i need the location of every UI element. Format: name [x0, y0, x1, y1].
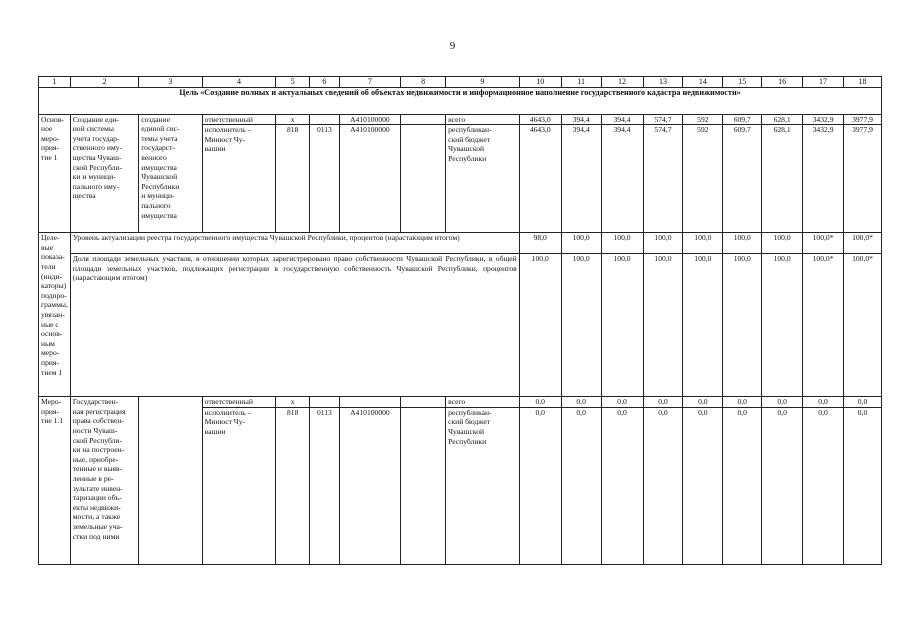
col-header: 11 — [561, 77, 601, 88]
code-target: А410100000 — [339, 407, 400, 564]
col-header: 5 — [276, 77, 310, 88]
value-cell: 394,4 — [601, 125, 643, 233]
value-cell: 100,0 — [561, 233, 601, 254]
value-cell: 0,0 — [643, 397, 683, 408]
value-cell: 0,0 — [723, 407, 762, 564]
col-header: 6 — [310, 77, 340, 88]
code-type — [401, 114, 446, 125]
col-header: 8 — [401, 77, 446, 88]
value-cell: 100,0 — [561, 254, 601, 397]
indicator-text: Доля площади земельных участков, в отношении которых зарегистрировано право собственности Чувашской Республики, в общей площади земельных участков, подлежащих регистрации в государственную собственность Чувашской Республики, процентов (нарастающим итогом) — [70, 254, 519, 397]
value-cell: 100,0 — [762, 254, 803, 397]
value-cell: 0,0 — [723, 397, 762, 408]
code-section: 0113 — [310, 125, 340, 233]
value-cell: 0,0 — [561, 397, 601, 408]
value-cell: 592 — [683, 114, 723, 125]
value-cell: 100,0 — [762, 233, 803, 254]
value-cell: 0,0 — [844, 407, 882, 564]
col-header: 16 — [762, 77, 803, 88]
code-type — [401, 125, 446, 233]
value-cell: 394,4 — [601, 114, 643, 125]
code-section: 0113 — [310, 407, 340, 564]
value-cell: 100,0 — [519, 254, 561, 397]
col-header: 18 — [844, 77, 882, 88]
col-header: 1 — [39, 77, 71, 88]
value-cell: 100,0* — [844, 254, 882, 397]
value-cell: 100,0 — [683, 254, 723, 397]
value-cell: 0,0 — [519, 397, 561, 408]
col-header: 17 — [803, 77, 844, 88]
column-number-row — [39, 77, 882, 88]
indicators-label: Целе- вые показа- тели (инди- каторы) подпро- граммы, увязан- ные с основ- ным меро- прия- тием 1 — [39, 233, 71, 397]
value-cell: 609,7 — [723, 125, 762, 233]
responsible-executor: исполнитель – Минюст Чу- вашии — [202, 125, 276, 233]
main-event-task: создание единой сис- темы учета государст- венного имущества Чувашской Республики и муници- пального имущества — [139, 114, 202, 233]
col-header: 14 — [683, 77, 723, 88]
value-cell: 0,0 — [643, 407, 683, 564]
value-cell: 394,4 — [561, 114, 601, 125]
value-cell: 4643,0 — [519, 125, 561, 233]
value-cell: 98,0 — [519, 233, 561, 254]
value-cell: 0,0 — [762, 397, 803, 408]
funding-source: республикан- ский бюджет Чувашской Республики — [446, 407, 520, 564]
main-event-row-total — [39, 114, 882, 125]
col-header: 7 — [339, 77, 400, 88]
indicator-text: Уровень актуализации реестра государственного имущества Чувашской Республики, процентов (нарастающим итогом) — [70, 233, 519, 254]
value-cell: 0,0 — [683, 397, 723, 408]
value-cell: 100,0 — [601, 233, 643, 254]
value-cell: 3432,9 — [803, 125, 844, 233]
col-header: 15 — [723, 77, 762, 88]
col-header: 10 — [519, 77, 561, 88]
main-event-name: Создание еди- ной системы учета государ- ственного иму- щества Чуваш- ской Республи- ки и муници- пального иму- щества — [70, 114, 139, 233]
code-target: А410100000 — [339, 125, 400, 233]
code-target: А410100000 — [339, 114, 400, 125]
value-cell: 0,0 — [601, 397, 643, 408]
value-cell: 0,0 — [803, 407, 844, 564]
code-type — [401, 397, 446, 408]
col-header: 3 — [139, 77, 202, 88]
value-cell: 592 — [683, 125, 723, 233]
value-cell: 0,0 — [762, 407, 803, 564]
value-cell: 3432,9 — [803, 114, 844, 125]
code-grbs: x — [276, 114, 310, 125]
value-cell: 100,0* — [803, 254, 844, 397]
value-cell: 628,1 — [762, 125, 803, 233]
value-cell: 100,0 — [683, 233, 723, 254]
code-type — [401, 407, 446, 564]
funding-source: республикан- ский бюджет Чувашской Республики — [446, 125, 520, 233]
col-header: 12 — [601, 77, 643, 88]
value-cell: 609,7 — [723, 114, 762, 125]
value-cell: 0,0 — [519, 407, 561, 564]
value-cell: 574,7 — [643, 114, 683, 125]
page-number: 9 — [449, 40, 456, 52]
value-cell: 100,0* — [844, 233, 882, 254]
value-cell: 0,0 — [683, 407, 723, 564]
responsible-executor: исполнитель – Минюст Чу- вашии — [202, 407, 276, 564]
col-header: 13 — [643, 77, 683, 88]
value-cell: 628,1 — [762, 114, 803, 125]
value-cell: 0,0 — [803, 397, 844, 408]
sub-event-name: Государствен- ная регистрация права собствен- ности Чуваш- ской Республи- ки на построен- ные, приобре- тенные и выяв- ленные в ре- зультате инвен- таризации объ- екты недвижи- мости, а также земельные уча- стки под ними — [70, 397, 139, 565]
sub-event-label: Меро- прия- тие 1.1 — [39, 397, 71, 565]
budget-table — [38, 76, 882, 565]
value-cell: 100,0 — [723, 254, 762, 397]
funding-source: всего — [446, 114, 520, 125]
responsible-label: ответственный — [202, 114, 276, 125]
col-header: 2 — [70, 77, 139, 88]
goal-title: Цель «Создание полных и актуальных сведений об объектах недвижимости и информационное наполнение государственного кадастра недвижимости» — [39, 87, 882, 114]
value-cell: 100,0 — [643, 254, 683, 397]
value-cell: 100,0 — [643, 233, 683, 254]
value-cell: 3977,9 — [844, 125, 882, 233]
indicator-row — [39, 254, 882, 397]
code-grbs: 818 — [276, 407, 310, 564]
funding-source: всего — [446, 397, 520, 408]
value-cell: 100,0 — [601, 254, 643, 397]
value-cell: 100,0 — [723, 233, 762, 254]
value-cell: 3977,9 — [844, 114, 882, 125]
sub-event-task — [139, 397, 202, 565]
code-grbs: 818 — [276, 125, 310, 233]
value-cell: 100,0* — [803, 233, 844, 254]
indicator-row — [39, 233, 882, 254]
main-event-label: Основ- ное меро- прия- тие 1 — [39, 114, 71, 233]
value-cell: 394,4 — [561, 125, 601, 233]
code-section — [310, 114, 340, 125]
code-target — [339, 397, 400, 408]
value-cell: 0,0 — [844, 397, 882, 408]
code-section — [310, 397, 340, 408]
goal-row — [39, 87, 882, 114]
sub-event-row-total — [39, 397, 882, 408]
col-header: 4 — [202, 77, 276, 88]
value-cell: 4643,0 — [519, 114, 561, 125]
responsible-label: ответственный — [202, 397, 276, 408]
value-cell: 574,7 — [643, 125, 683, 233]
value-cell: 0,0 — [561, 407, 601, 564]
value-cell: 0,0 — [601, 407, 643, 564]
col-header: 9 — [446, 77, 520, 88]
code-grbs: x — [276, 397, 310, 408]
